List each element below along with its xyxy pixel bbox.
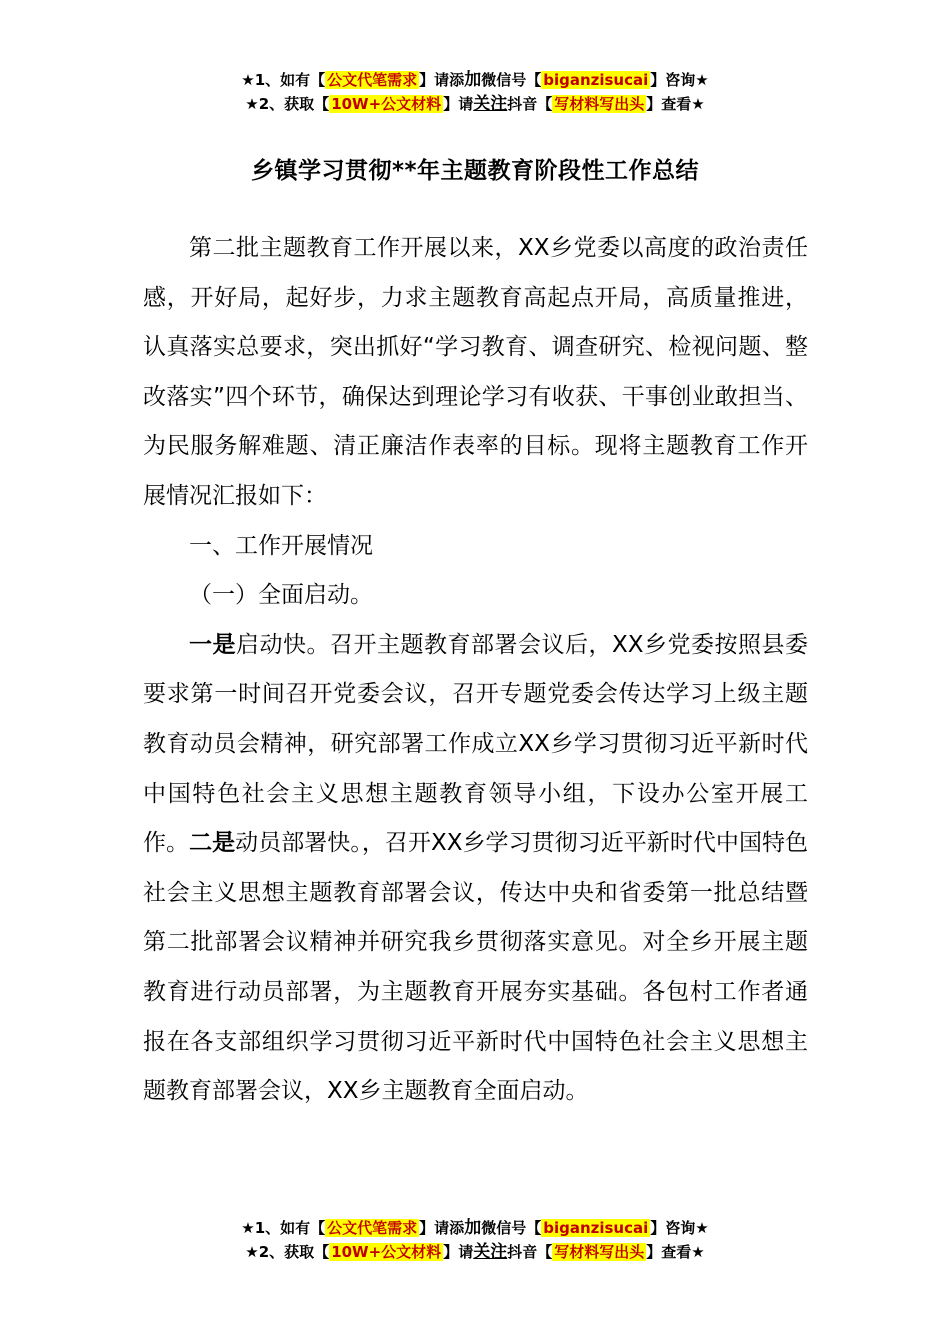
highlight-materials: 10W+公文材料 — [331, 1243, 442, 1261]
banner-text: 】请 — [443, 95, 474, 113]
banner-text: 关注 — [473, 1242, 508, 1262]
paragraph-text: 启动快。召开主题教育部署会议后，XX乡党委按照县委要求第一时间召开党委会议，召开专题党委会传达学习上级主题教育动员会精神，研究部署工作成立XX乡学习贯彻习近平新时代中国特色社会主义思想主题教育领导小组，下设办公室开展工作。 — [143, 631, 808, 857]
header-banner — [0, 68, 950, 116]
banner-text: 】查看★ — [646, 1243, 705, 1261]
subsection-heading: （一）全面启动。 — [189, 582, 373, 609]
highlight-materials: 10W+公文材料 — [331, 95, 442, 113]
banner-text: 】请添 — [419, 1219, 465, 1237]
banner-text: ★1、如有【 — [241, 71, 326, 89]
highlight-wechat-id: biganzisucai — [543, 1219, 649, 1237]
highlight-service: 公文代笔需求 — [327, 71, 418, 89]
banner-text: 加 — [464, 70, 482, 90]
footer-banner — [0, 1216, 950, 1264]
banner-text: ★1、如有【 — [241, 1219, 326, 1237]
banner-line-2 — [0, 92, 950, 116]
highlight-douyin: 写材料写出头 — [554, 95, 645, 113]
banner-line-2 — [0, 1240, 950, 1264]
banner-text: ★2、获取【 — [245, 1243, 330, 1261]
highlight-service: 公文代笔需求 — [327, 1219, 418, 1237]
banner-text: 】请添 — [419, 71, 465, 89]
bold-lead: 二是 — [189, 830, 236, 857]
document-title: 乡镇学习贯彻**年主题教育阶段性工作总结 — [250, 158, 700, 184]
banner-text: 】咨询★ — [650, 71, 709, 89]
banner-text: ★2、获取【 — [245, 95, 330, 113]
banner-text: 抖音【 — [507, 1243, 553, 1261]
banner-text: 微信号【 — [481, 1219, 542, 1237]
banner-text: 微信号【 — [481, 71, 542, 89]
intro-paragraph: 第二批主题教育工作开展以来，XX乡党委以高度的政治责任感，开好局，起好步，力求主题教育高起点开局，高质量推进，认真落实总要求，突出抓好“学习教育、调查研究、检视问题、整改落实”四个环节，确保达到理论学习有收获、干事创业敢担当、为民服务解难题、清正廉洁作表率的目标。现将主题教育工作开展情况汇报如下： — [143, 235, 808, 509]
bold-lead: 一是 — [189, 631, 236, 658]
highlight-douyin: 写材料写出头 — [554, 1243, 645, 1261]
banner-text: 】咨询★ — [650, 1219, 709, 1237]
highlight-wechat-id: biganzisucai — [543, 71, 649, 89]
document-body — [143, 224, 808, 1117]
banner-text: 加 — [464, 1218, 482, 1238]
banner-line-1 — [0, 68, 950, 92]
paragraph-text: 动员部署快。，召开XX乡学习贯彻习近平新时代中国特色社会主义思想主题教育部署会议，传达中央和省委第一批总结暨第二批部署会议精神并研究我乡贯彻落实意见。对全乡开展主题教育进行动员部署，为主题教育开展夯实基础。各包村工作者通报在各支部组织学习贯彻习近平新时代中国特色社会主义思想主题教育部署会议，XX乡主题教育全面启动。 — [143, 830, 809, 1105]
banner-text: 抖音【 — [507, 95, 553, 113]
section-heading: 一、工作开展情况 — [189, 532, 373, 559]
banner-text: 关注 — [473, 94, 508, 114]
banner-line-1 — [0, 1216, 950, 1240]
banner-text: 】查看★ — [646, 95, 705, 113]
body-paragraph — [143, 621, 808, 1117]
banner-text: 】请 — [443, 1243, 474, 1261]
